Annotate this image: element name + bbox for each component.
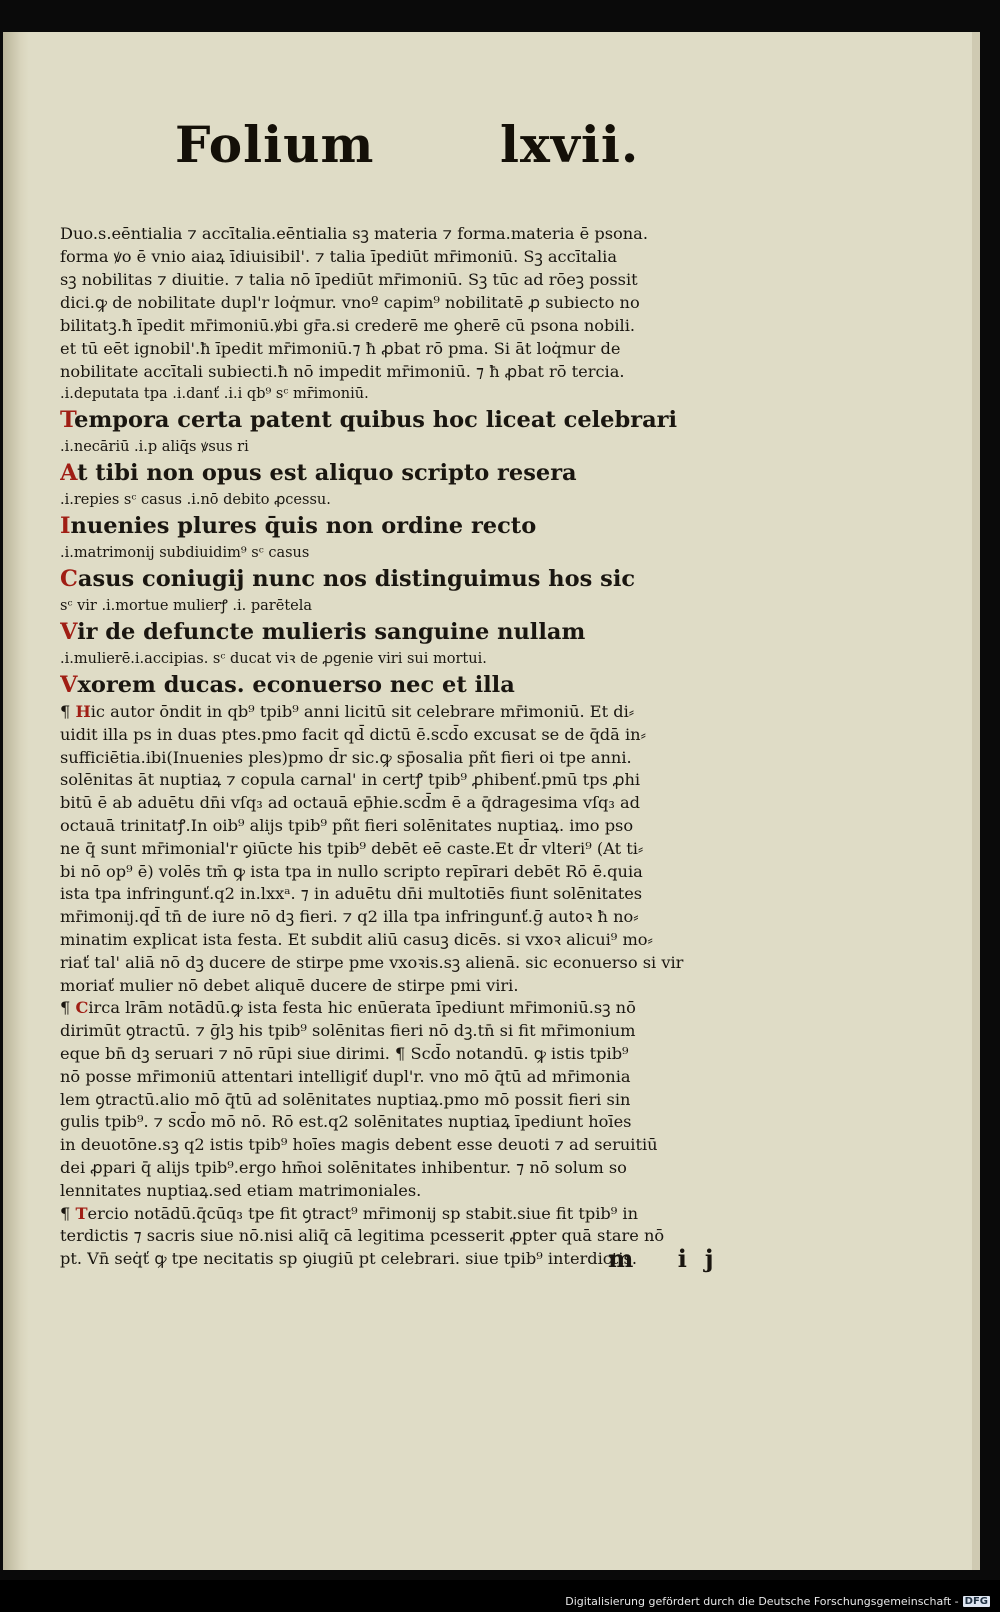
text-block bbox=[60, 222, 720, 1271]
rubricated-initial: C bbox=[75, 998, 89, 1018]
rubricated-initial: T bbox=[75, 1203, 88, 1223]
prose-line: dici.ꝙ de nobilitate dupl'r loq̇mur. vnoº capim⁹ nobilitatē ꝓ subiecto no bbox=[60, 293, 640, 312]
comm-line: lennitates nuptiaꝝ.sed etiam matrimoniales. bbox=[60, 1180, 422, 1200]
comm-line: lem ꝯtractū.alio mō q̄tū ad solēnitates nuptiaꝝ.pmo mō possit fieri sin bbox=[60, 1089, 631, 1109]
page-gutter bbox=[3, 32, 29, 1570]
comm-line: nō posse mr̄imoniū attentari intelligiť dupl'r. vno mō q̄tū ad mr̄imonia bbox=[60, 1066, 631, 1086]
prose-line: Duo.s.eēntialia ⁊ accītalia.eēntialia sꝫ materia ⁊ forma.materia ē psona. bbox=[60, 224, 648, 243]
dfg-logo: DFG bbox=[964, 1596, 988, 1607]
comm-line: riať tal' aliā nō dꝫ ducere de stirpe pme vxoꝛis.sꝫ alienā. sic econuerso si vir bbox=[60, 952, 684, 972]
comm-line: bi nō op⁹ ē) volēs tm̄ ꝙ ista tpa in nullo scripto repīrari debēt Rō ē.quia bbox=[60, 861, 643, 881]
comm-line: in deuotōne.sꝫ q2 istis tpib⁹ hoīes magis debent esse deuoti ⁊ ad seruitiū bbox=[60, 1135, 658, 1155]
verse-line: Vir de defuncte mulieris sanguine nullam bbox=[60, 619, 586, 645]
gloss-line: .i.deputata tpa .i.danť .i.i qb⁹ sᶜ mr̄imoniū. bbox=[60, 386, 369, 402]
comm-line: bitū ē ab aduētu dn̄i vſq₃ ad octauā ep̄hie.scd̄m ē a q̄dragesima vſq₃ ad bbox=[60, 793, 641, 813]
comm-line: dirimūt ꝯtractū. ⁊ ḡlꝫ his tpib⁹ solēnitas fieri nō dꝫ.tn̄ si fit mr̄imonium bbox=[60, 1021, 636, 1041]
verse-line: Inuenies plures q̄uis non ordine recto bbox=[60, 513, 537, 539]
comm-line: uidit illa ps in duas ptes.pmo facit qd̄ dictū ē.scd̄o excusat se de q̄dā in⸗ bbox=[60, 724, 646, 744]
comm-line: moriať mulier nō debet aliquē ducere de stirpe pmi viri. bbox=[60, 975, 519, 995]
prose-line: bilitatꝫ.ħ īpedit mr̄imoniū.ꝟbi gr̄a.si crederē me ꝯherē cū psona nobili. bbox=[60, 316, 636, 335]
comm-line: ista tpa infringunť.q2 in.lxxᵃ. ⁊ in aduētu dn̄i multotiēs fiunt solēnitates bbox=[60, 884, 643, 904]
comm-line: gulis tpib⁹. ⁊ scd̄o mō nō. Rō est.q2 solēnitates nuptiaꝝ īpediunt hoīes bbox=[60, 1112, 632, 1132]
prose-line: et tū eēt ignobil'.ħ īpedit mr̄imoniū.⁊ ħ ꝓbat rō pma. Si āt loq̇mur de bbox=[60, 339, 621, 358]
rubricated-initial: I bbox=[60, 513, 71, 539]
rubricated-initial: V bbox=[60, 672, 78, 698]
comm-line: ¶ Tercio notādū.q̄cūq₃ tpe fit ꝯtract⁹ mr̄imonij sp stabit.siue fit tpib⁹ in bbox=[60, 1203, 639, 1223]
gloss-line: .i.necāriū .i.p aliq̄s ꝟsus ri bbox=[60, 439, 249, 455]
prose-line: sꝫ nobilitas ⁊ diuitie. ⁊ talia nō īpediūt mr̄imoniū. Sꝫ tūc ad rōeꝫ possit bbox=[60, 270, 638, 289]
footer-credit bbox=[565, 1595, 990, 1608]
comm-line: pt. Vn̄ seq̇ť ꝙ tpe necitatis sp ꝯiugiū pt celebrari. siue tpib⁹ interdictis. bbox=[60, 1249, 637, 1269]
folio-header bbox=[175, 115, 640, 195]
gloss-line: sᶜ vir .i.mortue mulierꝭ .i. parētela bbox=[60, 598, 313, 614]
folio-number: lxvii. bbox=[500, 115, 640, 174]
prose-line: forma ꝟo ē vnio aiaꝝ īdiuisibil'. ⁊ talia īpediūt mr̄imoniū. Sꝫ accītalia bbox=[60, 247, 618, 266]
verse-line: Tempora certa patent quibus hoc liceat celebrari bbox=[60, 407, 678, 433]
verse-line: At tibi non opus est aliquo scripto resera bbox=[60, 460, 577, 486]
comm-line: dei ꝓpari q̄ alijs tpib⁹.ergo hm̄oi solēnitates inhibentur. ⁊ nō solum so bbox=[60, 1157, 627, 1177]
comm-line: mr̄imonij.qd̄ tn̄ de iure nō dꝫ fieri. ⁊ q2 illa tpa infringunť.ḡ autoꝛ ħ no⸗ bbox=[60, 907, 639, 927]
page-edge bbox=[972, 32, 980, 1570]
rubricated-initial: C bbox=[60, 566, 78, 592]
comm-line: ¶ Hic autor ōndit in qb⁹ tpib⁹ anni licitū sit celebrare mr̄imoniū. Et di⸗ bbox=[60, 702, 635, 721]
comm-line: ne q̄ sunt mr̄imonial'r ꝯiūcte his tpib⁹ debēt eē caste.Et d̄r vlteri⁹ (At ti⸗ bbox=[60, 838, 644, 858]
prose-line: nobilitate accītali subiecti.ħ nō impedit mr̄imoniū. ⁊ ħ ꝓbat rō tercia. bbox=[60, 362, 625, 381]
comm-line: eque bn̄ dꝫ seruari ⁊ nō rūpi siue dirimi. ¶ Scd̄o notandū. ꝙ istis tpib⁹ bbox=[60, 1043, 629, 1063]
signature-mark: m ij bbox=[608, 1244, 732, 1273]
comm-line: solēnitas āt nuptiaꝝ ⁊ copula carnal' in certꝭ tpib⁹ ꝓhibenť.pmū tps ꝓhi bbox=[60, 770, 641, 790]
gloss-line: .i.matrimonij subdiuidim⁹ sᶜ casus bbox=[60, 545, 310, 561]
rubricated-initial: V bbox=[60, 619, 78, 645]
folio-title: Folium bbox=[175, 115, 375, 174]
comm-line: minatim explicat ista festa. Et subdit aliū casuꝫ dicēs. si vxoꝛ alicui⁹ mo⸗ bbox=[60, 929, 653, 949]
comm-line: sufficiētia.ibi(Inuenies ples)pmo d̄r sic.ꝙ sp̄osalia pñt fieri oi tpe anni. bbox=[60, 747, 632, 767]
gloss-line: .i.mulierē.i.accipias. sᶜ ducat viꝛ de ꝓgenie viri sui mortui. bbox=[60, 651, 487, 667]
comm-line: ¶ Circa lrām notādū.ꝙ ista festa hic enūerata īpediunt mr̄imoniū.sꝫ nō bbox=[60, 998, 636, 1018]
rubricated-initial: T bbox=[60, 407, 75, 433]
rubricated-initial: A bbox=[60, 460, 78, 486]
verse-line: Vxorem ducas. econuerso nec et illa bbox=[60, 672, 515, 698]
verse-line: Casus coniugij nunc nos distinguimus hos sic bbox=[60, 566, 636, 592]
comm-line: terdictis ⁊ sacris siue nō.nisi aliq̄ cā legitima pcesserit ꝓpter quā stare nō bbox=[60, 1226, 665, 1246]
comm-line: octauā trinitatꝭ.In oib⁹ alijs tpib⁹ pñt fieri solēnitates nuptiaꝝ. imo pso bbox=[60, 815, 634, 835]
footer-text: Digitalisierung gefördert durch die Deutsche Forschungsgemeinschaft - bbox=[565, 1595, 959, 1608]
rubricated-initial: H bbox=[75, 702, 91, 721]
gloss-line: .i.repies sᶜ casus .i.nō debito ꝓcessu. bbox=[60, 492, 331, 508]
